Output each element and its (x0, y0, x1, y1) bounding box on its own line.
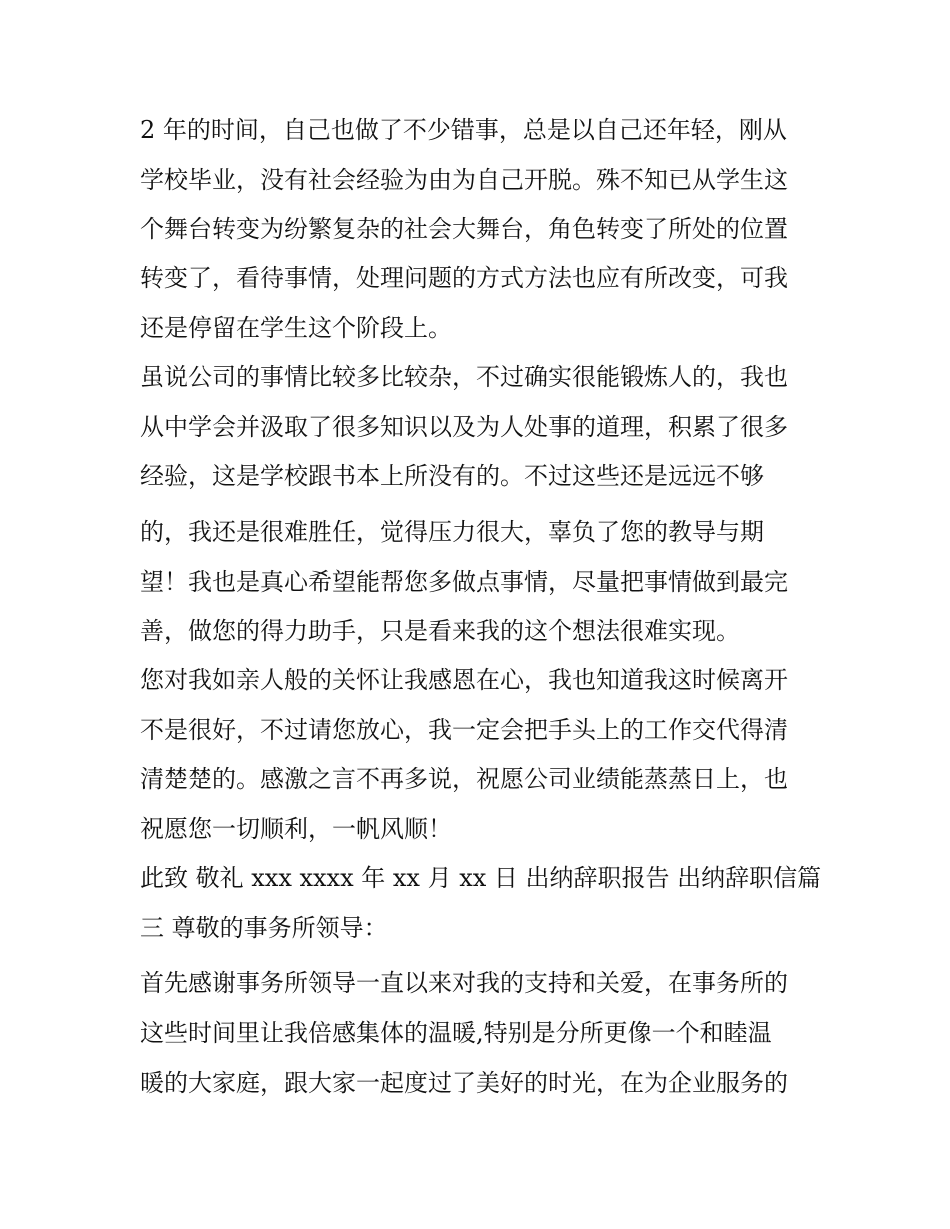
text-line-12: 您对我如亲人般的关怀让我感恩在心，我也知道我这时候离开 (140, 666, 788, 694)
text-line-15: 祝愿您一切顺利，一帆风顺！ (140, 815, 452, 843)
text-line-20: 暖的大家庭，跟大家一起度过了美好的时光，在为企业服务的 (140, 1069, 788, 1097)
text-line-3: 个舞台转变为纷繁复杂的社会大舞台，角色转变了所处的位置 (140, 215, 788, 243)
text-line-8: 经验，这是学校跟书本上所没有的。不过这些还是远远不够 (140, 462, 764, 490)
text-line-17: 三 尊敬的事务所领导： (140, 914, 388, 942)
text-line-7: 从中学会并汲取了很多知识以及为人处事的道理，积累了很多 (140, 413, 788, 441)
text-line-6: 虽说公司的事情比较多比较杂，不过确实很能锻炼人的，我也 (140, 363, 788, 391)
text-line-1: 2 年的时间，自己也做了不少错事，总是以自己还年轻，刚从 (140, 116, 787, 144)
text-line-13: 不是很好，不过请您放心，我一定会把手头上的工作交代得清 (140, 716, 788, 744)
text-line-9: 的，我还是很难胜任，觉得压力很大，辜负了您的教导与期 (140, 518, 764, 546)
text-line-18: 首先感谢事务所领导一直以来对我的支持和关爱，在事务所的 (140, 969, 788, 997)
text-line-5: 还是停留在学生这个阶段上。 (140, 314, 452, 342)
text-line-10: 望！我也是真心希望能帮您多做点事情，尽量把事情做到最完 (140, 568, 788, 596)
text-line-11: 善，做您的得力助手，只是看来我的这个想法很难实现。 (140, 617, 740, 645)
text-line-16: 此致 敬礼 xxx xxxx 年 xx 月 xx 日 出纳辞职报告 出纳辞职信篇 (140, 864, 822, 892)
text-line-14: 清楚楚的。感激之言不再多说，祝愿公司业绩能蒸蒸日上，也 (140, 765, 788, 793)
text-line-4: 转变了，看待事情，处理问题的方式方法也应有所改变，可我 (140, 264, 788, 292)
text-line-19: 这些时间里让我倍感集体的温暖,特别是分所更像一个和睦温 (140, 1019, 772, 1047)
text-line-2: 学校毕业，没有社会经验为由为自己开脱。殊不知已从学生这 (140, 166, 788, 194)
